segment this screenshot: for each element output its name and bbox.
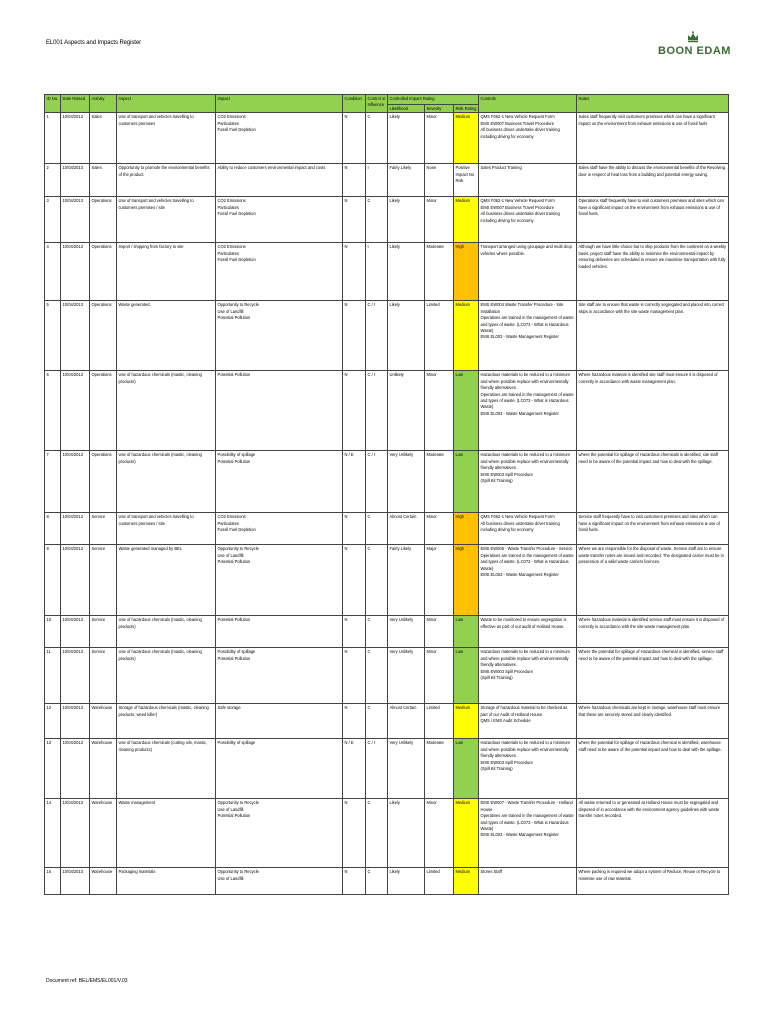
cell-risk-rating: High <box>454 513 479 545</box>
cell-likelihood: Very Unlikely <box>388 739 425 799</box>
cell-severity: Moderate <box>425 451 454 513</box>
cell-controls-line: Hazardous materials to be reduced to a minimum and where possible replace with environmentally friendly alternatives. <box>480 649 572 668</box>
cell-controls <box>479 545 577 616</box>
cell-impact-line: CO2 Emissions <box>217 514 246 520</box>
cell-aspect: Waste generated managed by BEL <box>117 545 216 616</box>
cell-aspect: Packaging materials <box>117 868 216 895</box>
cell-impact-line: Potential Pollution <box>217 315 251 321</box>
cell-date-raised: 10/04/2013 <box>61 451 90 513</box>
cell-activity: Warehouse <box>90 799 117 868</box>
cell-controls-line: Operatives are trained in the management of waste and types of waste. (LC073 - What is Hazardous Waste) <box>480 391 575 410</box>
cell-impact-line: Possibility of spillage <box>217 452 256 458</box>
cell-impact-line: Particulates <box>217 204 239 210</box>
cell-controls <box>479 301 577 371</box>
cell-id: 1 <box>45 113 61 164</box>
cell-control-influence: C <box>366 799 388 868</box>
cell-control-influence: I <box>366 164 388 197</box>
cell-controls-line: Operatives are trained in the management of waste and types of waste. (LC073 - What is Hazardous Waste) <box>480 315 575 334</box>
cell-condition: N <box>343 243 366 301</box>
cell-impact-line: Potential Pollution <box>217 813 251 819</box>
cell-impact-line: Ability to reduce customers environmental impact and costs <box>217 165 326 171</box>
cell-notes: Where we are responsible for the disposal of waste, Service staff are to ensure waste transfer notes are issued and recorded. The designated carrier must be in possession of a valid waste carriers licences. <box>577 545 729 616</box>
cell-controls-line: EMS EW004 Waste Transfer Procedure - Site Installation <box>480 302 565 314</box>
cell-impact <box>216 371 343 451</box>
cell-notes: Although we have little choice but to ship products from the continent on a weekly basis, project staff have the ability to minimise the environmental impact by ensuring deliveries are scheduled to ensure we maximise transportation with fully loaded vehicles. <box>577 243 729 301</box>
cell-id: 10 <box>45 616 61 648</box>
cell-controls <box>479 113 577 164</box>
cell-severity: Minor <box>425 113 454 164</box>
cell-risk-rating: Low <box>454 616 479 648</box>
table-row <box>45 545 729 616</box>
table-row <box>45 113 729 164</box>
cell-activity: Warehouse <box>90 868 117 895</box>
cell-notes: where the potential for spillage of Hazardous chemical is identified, warehouse staff need to be aware of the potential impact and how to deal with the spillage. <box>577 739 729 799</box>
cell-severity: Limited <box>425 704 454 739</box>
header-condition: Condition <box>343 95 366 113</box>
cell-impact <box>216 243 343 301</box>
cell-date-raised: 10/04/2013 <box>61 868 90 895</box>
cell-controls <box>479 513 577 545</box>
cell-condition: N <box>343 513 366 545</box>
cell-controls-line: EMS EW007 Business Travel Procedure <box>480 204 555 210</box>
cell-condition: N <box>343 371 366 451</box>
cell-aspect: Use of transport and vehicles travelling to customers premises <box>117 113 216 164</box>
header-date: Date Raised <box>61 95 90 113</box>
cell-likelihood: Likely <box>388 799 425 868</box>
cell-id: 4 <box>45 243 61 301</box>
cell-severity: Minor <box>425 799 454 868</box>
cell-date-raised: 10/04/2013 <box>61 513 90 545</box>
cell-controls <box>479 799 577 868</box>
cell-risk-rating: Low <box>454 648 479 704</box>
cell-controls-line: EMS EW003 Spill Procedure <box>480 471 533 477</box>
cell-control-influence: C / I <box>366 301 388 371</box>
table-row <box>45 616 729 648</box>
cell-condition: N <box>343 868 366 895</box>
cell-control-influence: C <box>366 513 388 545</box>
cell-controls-line: QMS F062-1 New Vehicle Request Form <box>480 198 555 204</box>
cell-aspect: Use of hazardous chemicals (mastic, cleaning products) <box>117 616 216 648</box>
cell-id: 2 <box>45 164 61 197</box>
cell-impact <box>216 513 343 545</box>
cell-controls-line: (Spill Kit Training) <box>480 675 513 681</box>
cell-likelihood: Very Unlikely <box>388 616 425 648</box>
cell-impact-line: Use of Landfill <box>217 875 244 881</box>
cell-notes: Operations staff frequently have to visit customers premises and sites which can have a significant impact on the environment from exhaust emissions & use of fossil fuels. <box>577 197 729 243</box>
cell-controls-line: QMS F062-1 New Vehicle Request Form <box>480 514 555 520</box>
cell-condition: N <box>343 545 366 616</box>
cell-risk-rating: Low <box>454 739 479 799</box>
cell-controls-line: Operatives are trained in the management of waste and types of waste. (LC073 - What is Hazardous Waste) <box>480 813 575 832</box>
cell-aspect: Use of hazardous chemicals (mastic, cleaning products) <box>117 648 216 704</box>
cell-notes: Where packing is required we adopt a system of Reduce, Reuse or Recycle to minimise use of raw material. <box>577 868 729 895</box>
cell-controls-line: QMS / EMS Audit Schedule <box>480 718 531 724</box>
cell-control-influence: C <box>366 704 388 739</box>
cell-id: 6 <box>45 371 61 451</box>
cell-controls-line: EMS EL003 - Waste Management Register <box>480 832 559 838</box>
table-row <box>45 799 729 868</box>
cell-notes: Where the potential for spillage of Hazardous chemical is identified, service staff need to be aware of the potential impact and how to deal with the spillage. <box>577 648 729 704</box>
header-id: ID No. <box>45 95 61 113</box>
cell-controls-line: EMS EW003 Spill Procedure <box>480 668 533 674</box>
cell-likelihood: Likely <box>388 197 425 243</box>
cell-impact <box>216 799 343 868</box>
cell-condition: N <box>343 197 366 243</box>
cell-impact-line: Fossil Fuel Depletion <box>217 211 256 217</box>
cell-control-influence: C <box>366 545 388 616</box>
boon-edam-logo <box>658 30 731 66</box>
table-row <box>45 197 729 243</box>
cell-id: 7 <box>45 451 61 513</box>
cell-notes: where the potential for spillage of Hazardous chemicals is identified, site staff need to be aware of the potential impact and how to deal with the spillage. <box>577 451 729 513</box>
cell-impact-line: Particulates <box>217 250 239 256</box>
header-likelihood: Likelihood <box>388 105 425 113</box>
cell-control-influence: C <box>366 648 388 704</box>
cell-date-raised: 10/04/2013 <box>61 113 90 164</box>
cell-activity: Service <box>90 648 117 704</box>
cell-control-influence: C / I <box>366 739 388 799</box>
cell-impact-line: Possibility of spillage <box>217 649 256 655</box>
cell-controls-line: Stores Staff <box>480 869 502 875</box>
cell-impact-line: Opportunity to Recycle <box>217 302 259 308</box>
cell-controls-line: EMS EL003 - Waste Management Register <box>480 572 559 578</box>
cell-impact-line: Potential Pollution <box>217 372 251 378</box>
cell-controls-line: Storage of hazardous material to be checked as part of our Audit of Holland House. <box>480 705 569 717</box>
cell-activity: Operations <box>90 451 117 513</box>
table-row <box>45 868 729 895</box>
cell-likelihood: Very Unlikely <box>388 648 425 704</box>
cell-severity: Minor <box>425 371 454 451</box>
cell-impact-line: Opportunity to Recycle <box>217 546 259 552</box>
cell-aspect: Storage of hazardous chemicals (mastic, cleaning products, weed killer) <box>117 704 216 739</box>
cell-impact-line: Fossil Fuel Depletion <box>217 527 256 533</box>
cell-controls <box>479 868 577 895</box>
cell-control-influence: C <box>366 868 388 895</box>
cell-controls-line: EMS EW003 Spill Procedure <box>480 759 533 765</box>
cell-impact-line: Potential Pollution <box>217 617 251 623</box>
cell-controls-line: Transport arranged using groupage and multi drop vehicles where possible. <box>480 244 574 256</box>
cell-notes: All waste returned to or generated at Holland House must be segregated and disposed of in accordance with the environment agency guidelines with waste transfer notes recorded. <box>577 799 729 868</box>
cell-impact-line: CO2 Emissions <box>217 114 246 120</box>
cell-date-raised: 10/04/2013 <box>61 371 90 451</box>
table-row <box>45 243 729 301</box>
cell-condition: N <box>343 616 366 648</box>
cell-likelihood: Unlikely <box>388 371 425 451</box>
cell-controls-line: QMS F062-1 New Vehicle Request Form <box>480 114 555 120</box>
cell-activity: Sales <box>90 164 117 197</box>
cell-activity: Operations <box>90 197 117 243</box>
cell-control-influence: C <box>366 113 388 164</box>
cell-risk-rating: Medium <box>454 799 479 868</box>
cell-impact <box>216 164 343 197</box>
cell-aspect: Waste generated. <box>117 301 216 371</box>
table-row <box>45 739 729 799</box>
cell-impact-line: Use of Landfill <box>217 806 244 812</box>
cell-severity: Limited <box>425 301 454 371</box>
cell-severity: Minor <box>425 616 454 648</box>
cell-impact-line: Potential Pollution <box>217 655 251 661</box>
cell-notes: Where hazardous material is identified service staff must ensure it is disposed of correctly in accordance with the site waste management plan. <box>577 616 729 648</box>
cell-date-raised: 10/04/2013 <box>61 648 90 704</box>
cell-severity: Major <box>425 545 454 616</box>
cell-notes: Where hazardous chemicals are kept in storage, warehouse staff must ensure that these are securely stored and clearly identified. <box>577 704 729 739</box>
cell-condition: N / E <box>343 451 366 513</box>
cell-activity: Operations <box>90 243 117 301</box>
cell-id: 15 <box>45 868 61 895</box>
cell-risk-rating: Medium <box>454 301 479 371</box>
cell-impact <box>216 113 343 164</box>
cell-id: 14 <box>45 799 61 868</box>
cell-severity: Moderate <box>425 243 454 301</box>
cell-notes: Site staff are to ensure that waste is correctly segregated and placed into correct skips in accordance with the site waste management plan. <box>577 301 729 371</box>
cell-activity: Warehouse <box>90 739 117 799</box>
cell-activity: Operations <box>90 371 117 451</box>
cell-impact-line: Fossil Fuel Depletion <box>217 257 256 263</box>
cell-controls-line: (Spill Kit Training) <box>480 478 513 484</box>
cell-condition: N / E <box>343 739 366 799</box>
cell-controls-line: Sales Product Training <box>480 165 522 171</box>
cell-controls-line: All business drives undertake driver training including driving for economy <box>480 211 561 223</box>
cell-control-influence: C <box>366 616 388 648</box>
cell-control-influence: I <box>366 243 388 301</box>
cell-aspect: Opportunity to promote the environmental benefits of the product <box>117 164 216 197</box>
cell-controls-line: EMS EL003 - Waste Management Register <box>480 410 559 416</box>
cell-impact <box>216 451 343 513</box>
document-reference: Document ref: BEL/EMS/EL001/V.03 <box>46 978 128 984</box>
cell-likelihood: Likely <box>388 113 425 164</box>
cell-controls-line: EMS EW005 - Waste Transfer Procedure - Service <box>480 546 573 552</box>
cell-condition: N <box>343 164 366 197</box>
cell-likelihood: Almost Certain <box>388 704 425 739</box>
cell-severity: Minor <box>425 513 454 545</box>
cell-aspect: Use of hazardous chemicals (mastic, cleaning products) <box>117 371 216 451</box>
cell-date-raised: 10/04/2013 <box>61 243 90 301</box>
cell-controls <box>479 451 577 513</box>
cell-impact-line: Use of Landfill <box>217 308 244 314</box>
cell-controls <box>479 197 577 243</box>
cell-impact <box>216 616 343 648</box>
cell-risk-rating: Medium <box>454 704 479 739</box>
cell-impact-line: Use of Landfill <box>217 552 244 558</box>
table-row <box>45 704 729 739</box>
cell-impact <box>216 648 343 704</box>
cell-controls-line: EMS EL003 - Waste Management Register <box>480 334 559 340</box>
cell-controls-line: All business drives undertake driver training including driving for economy <box>480 520 561 533</box>
cell-likelihood: Fairly Likely <box>388 164 425 197</box>
cell-id: 3 <box>45 197 61 243</box>
cell-control-influence: C / I <box>366 371 388 451</box>
header-notes: Notes <box>577 95 729 113</box>
cell-likelihood: Likely <box>388 243 425 301</box>
cell-impact-line: Possibility of spillage <box>217 740 256 746</box>
aspects-impacts-table <box>44 94 729 895</box>
cell-activity: Sales <box>90 113 117 164</box>
cell-impact-line: CO2 Emissions <box>217 244 246 250</box>
cell-control-influence: C / I <box>366 451 388 513</box>
cell-impact-line: Particulates <box>217 120 239 126</box>
cell-date-raised: 10/04/2013 <box>61 616 90 648</box>
cell-notes: Where hazardous material is identified site staff must ensure it is disposed of correctly in accordance with waste management plan. <box>577 371 729 451</box>
cell-controls-line: Hazardous materials to be reduced to a minimum and where possible replace with environmentally friendly alternatives. <box>480 452 572 471</box>
cell-aspect: Import / shipping from factory to site <box>117 243 216 301</box>
cell-controls-line: Operatives are trained in the management of waste and types of waste. (LC073 - What is Hazardous Waste) <box>480 552 575 571</box>
cell-controls <box>479 616 577 648</box>
cell-id: 13 <box>45 739 61 799</box>
cell-date-raised: 10/04/2013 <box>61 799 90 868</box>
cell-date-raised: 10/04/2013 <box>61 545 90 616</box>
document-title: EL001 Aspects and Impacts Register <box>46 40 141 46</box>
cell-severity: Limited <box>425 868 454 895</box>
cell-condition: N <box>343 704 366 739</box>
cell-likelihood: Fairly Likely <box>388 545 425 616</box>
cell-risk-rating: Low <box>454 371 479 451</box>
cell-controls-line: (Spill Kit Training) <box>480 766 513 772</box>
cell-severity: Moderate <box>425 739 454 799</box>
cell-impact <box>216 704 343 739</box>
cell-impact-line: Opportunity to Recycle <box>217 800 259 806</box>
header-risk-rating: Risk Rating <box>454 105 479 113</box>
cell-risk-rating: High <box>454 243 479 301</box>
cell-risk-rating: Medium <box>454 113 479 164</box>
cell-activity: Operations <box>90 301 117 371</box>
header-aspect: Aspect <box>117 95 216 113</box>
cell-likelihood: Very Unlikely <box>388 451 425 513</box>
cell-date-raised: 10/04/2013 <box>61 704 90 739</box>
cell-controls-line: All business drives undertake driver training including driving for economy <box>480 127 561 139</box>
cell-aspect: Use of hazardous chemicals (mastic, cleaning products) <box>117 451 216 513</box>
cell-likelihood: Almost Certain <box>388 513 425 545</box>
cell-notes: Sales staff have the ability to discuss the environmental benefits of the Revolving door in respect of heat loss from a building and potential energy saving. <box>577 164 729 197</box>
cell-activity: Service <box>90 545 117 616</box>
cell-impact-line: Potential Pollution <box>217 458 251 464</box>
cell-risk-rating: Medium <box>454 868 479 895</box>
cell-impact-line: Potential Pollution <box>217 559 251 565</box>
cell-date-raised: 10/04/2013 <box>61 164 90 197</box>
cell-activity: Warehouse <box>90 704 117 739</box>
table-row <box>45 371 729 451</box>
header-activity: Activity <box>90 95 117 113</box>
table-row <box>45 513 729 545</box>
cell-aspect: Waste management <box>117 799 216 868</box>
cell-impact <box>216 868 343 895</box>
table-row <box>45 301 729 371</box>
cell-date-raised: 10/04/2013 <box>61 197 90 243</box>
cell-controls <box>479 164 577 197</box>
cell-risk-rating: Positive Impact No Risk <box>454 164 479 197</box>
table-row <box>45 451 729 513</box>
crown-icon <box>686 30 700 44</box>
cell-id: 9 <box>45 545 61 616</box>
header-severity: Severity <box>425 105 454 113</box>
cell-controls <box>479 648 577 704</box>
cell-risk-rating: Medium <box>454 197 479 243</box>
cell-likelihood: Likely <box>388 868 425 895</box>
cell-id: 5 <box>45 301 61 371</box>
cell-aspect: Use of hazardous chemicals (cutting oils, mastic, cleaning products) <box>117 739 216 799</box>
cell-activity: Service <box>90 616 117 648</box>
cell-impact-line: Opportunity to Recycle <box>217 869 259 875</box>
logo-text: BOON EDAM <box>658 45 731 57</box>
cell-controls-line: Hazardous materials to be reduced to a minimum and where possible replace with environmentally friendly alternatives. <box>480 740 572 759</box>
cell-impact-line: CO2 Emissions <box>217 198 246 204</box>
cell-impact-line: Fossil Fuel Depletion <box>217 127 256 133</box>
cell-impact <box>216 739 343 799</box>
cell-impact <box>216 301 343 371</box>
header-controlled-impact-rating: Controlled Impact Rating <box>388 95 479 105</box>
cell-impact-line: Particulates <box>217 520 239 526</box>
register-body <box>45 113 729 895</box>
cell-id: 8 <box>45 513 61 545</box>
cell-controls <box>479 704 577 739</box>
cell-condition: N <box>343 301 366 371</box>
cell-controls-line: Hazardous materials to be reduced to a minimum and where possible replace with environmentally friendly alternatives. <box>480 372 572 391</box>
cell-likelihood: Likely <box>388 301 425 371</box>
cell-condition: N <box>343 113 366 164</box>
header-controls: Controls <box>479 95 577 113</box>
cell-severity: Minor <box>425 648 454 704</box>
table-row <box>45 648 729 704</box>
cell-control-influence: C <box>366 197 388 243</box>
cell-impact-line: Safe storage <box>217 705 241 711</box>
cell-risk-rating: High <box>454 545 479 616</box>
cell-id: 11 <box>45 648 61 704</box>
cell-controls <box>479 371 577 451</box>
cell-notes: Sales staff frequently visit customers premises which can have a significant impact on the environment from exhaust emissions & use of fossil fuels <box>577 113 729 164</box>
cell-condition: N <box>343 799 366 868</box>
cell-controls-line: Waste to be monitored to ensure segregation is effective as part of out audit of Holland House. <box>480 617 568 629</box>
cell-controls <box>479 243 577 301</box>
cell-risk-rating: Low <box>454 451 479 513</box>
cell-controls <box>479 739 577 799</box>
cell-severity: None <box>425 164 454 197</box>
cell-aspect: Use of transport and vehicles travelling to customers premises / site <box>117 513 216 545</box>
header-control-influence: Control or Influence <box>366 95 388 113</box>
cell-notes: Service staff frequently have to visit customers premises and sites which can have a significant impact on the environment from exhaust emissions & use of fossil fuels. <box>577 513 729 545</box>
table-row <box>45 164 729 197</box>
cell-aspect: Use of transport and vehicles travelling to customers premises / site <box>117 197 216 243</box>
cell-condition: N <box>343 648 366 704</box>
cell-activity: Service <box>90 513 117 545</box>
cell-date-raised: 10/04/2013 <box>61 301 90 371</box>
cell-impact <box>216 197 343 243</box>
cell-controls-line: EMS EW007 Business Travel Procedure <box>480 120 555 126</box>
cell-severity: Minor <box>425 197 454 243</box>
cell-impact <box>216 545 343 616</box>
cell-id: 12 <box>45 704 61 739</box>
header-impact: Impact <box>216 95 343 113</box>
cell-date-raised: 10/04/2013 <box>61 739 90 799</box>
cell-controls-line: EMS EW007 - Waste Transfer Procedure - Holland House <box>480 800 574 812</box>
